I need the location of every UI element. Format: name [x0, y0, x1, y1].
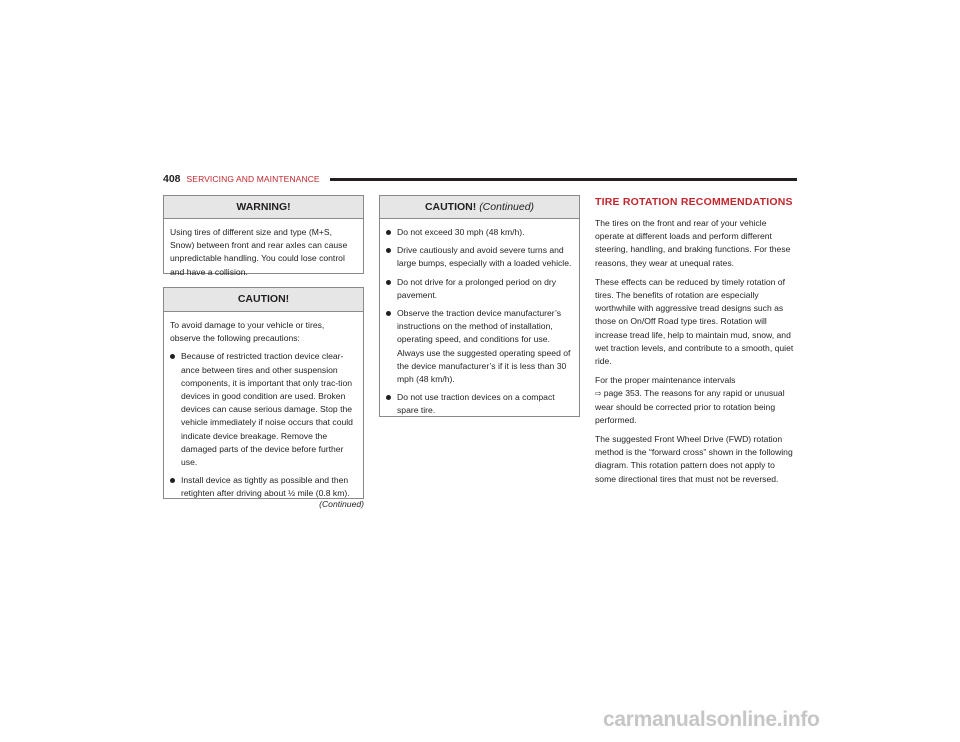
watermark: carmanualsonline.info	[603, 708, 820, 731]
bullet-icon	[386, 230, 391, 235]
continued-label: (Continued)	[319, 499, 364, 509]
caution-continued-bullet-list	[386, 226, 573, 418]
tire-rotation-para-3: For the proper maintenance intervals ⇨ page 353. The reasons for any rapid or unusual wear should be corrected prior to rotation being performed.	[595, 375, 785, 425]
header-rule	[330, 178, 797, 181]
list-item: Do not exceed 30 mph (48 km/h).	[386, 226, 573, 239]
caution-body	[164, 312, 363, 512]
bullet-icon	[386, 248, 391, 253]
bullet-icon	[386, 280, 391, 285]
page-reference-arrow-icon: ⇨	[595, 389, 602, 399]
warning-text: Using tires of different size and type (M+S, Snow) between front and rear axles can cause unpredictable handling. You could lose control and have a collision.	[170, 227, 348, 277]
section-title: SERVICING AND MAINTENANCE	[186, 174, 320, 184]
bullet-icon	[170, 478, 175, 483]
page-reference-link[interactable]: page 353	[603, 388, 640, 399]
tire-rotation-para-1: The tires on the front and rear of your vehicle operate at different loads and perform different steering, handling, and braking functions. For these reasons, they wear at unequal rates.	[595, 218, 791, 268]
bullet-icon	[170, 354, 175, 359]
caution-bullet-list	[170, 350, 357, 500]
tire-rotation-para-4: The suggested Front Wheel Drive (FWD) rotation method is the “forward cross” shown in the following diagram. This rotation pattern does not apply to some directional tires that must not be reversed.	[595, 434, 793, 484]
page-number: 408	[163, 173, 181, 185]
list-item: Drive cautiously and avoid severe turns and large bumps, especially with a loaded vehicle.	[386, 244, 573, 270]
caution-box	[163, 287, 364, 499]
caution-continued-body	[380, 219, 579, 429]
list-item: Do not use traction devices on a compact spare tire.	[386, 391, 573, 417]
tire-rotation-para-2: These effects can be reduced by timely rotation of tires. The benefits of rotation are especially worthwhile with aggressive tread designs such as those on On/Off Road type tires. Rotation will increase tread life, help to maintain mud, snow, and wet traction levels, and contribute to a smooth, quiet ride.	[595, 276, 794, 367]
caution-intro: To avoid damage to your vehicle or tires, observe the following precautions:	[170, 320, 325, 344]
page-header	[163, 172, 797, 186]
warning-box	[163, 195, 364, 277]
bullet-icon	[386, 395, 391, 400]
tire-rotation-heading: TIRE ROTATION RECOMMENDATIONS	[595, 196, 793, 208]
warning-title: WARNING!	[164, 196, 363, 219]
caution-continued-box	[379, 195, 580, 417]
list-item: Because of restricted traction device clear-ance between tires and other suspension components, it is important that only trac-tion devices in good condition are used. Broken devices can cause serious damage. Stop the vehicle immediately if noise occurs that could indicate device breakage. Remove the damaged parts of the device before further use.	[170, 350, 357, 469]
caution-continued-title: CAUTION! (Continued)	[380, 196, 579, 219]
list-item: Install device as tightly as possible and then retighten after driving about ½ mile (0.8 km).	[170, 474, 357, 500]
list-item: Observe the traction device manufacturer’s instructions on the method of installation, operating speed, and conditions for use. Always use the suggested operating speed of the device manufacturer’s if it is less than 30 mph (48 km/h).	[386, 307, 573, 386]
caution-title: CAUTION!	[164, 288, 363, 312]
bullet-icon	[386, 311, 391, 316]
warning-body	[164, 219, 363, 290]
list-item: Do not drive for a prolonged period on dry pavement.	[386, 276, 573, 302]
tire-rotation-section	[595, 196, 797, 492]
